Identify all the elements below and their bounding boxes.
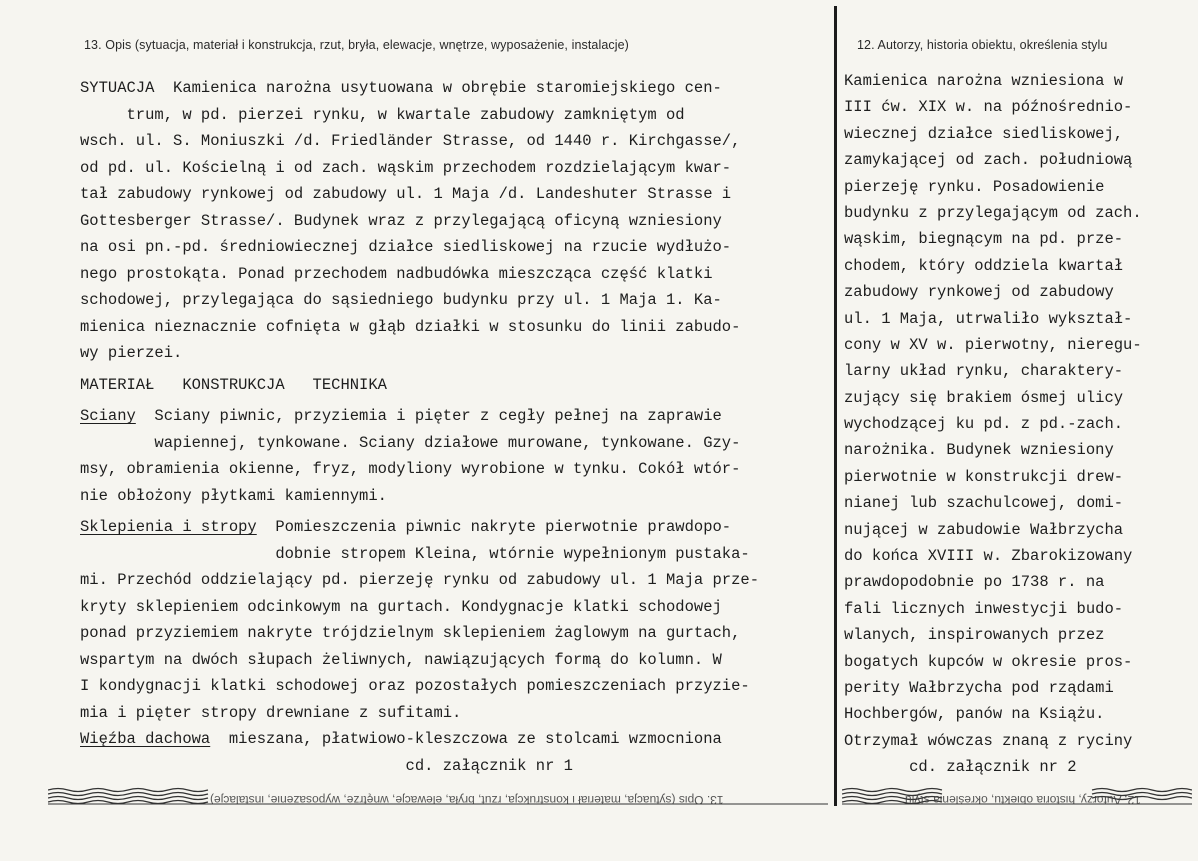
description-line: schodowej, przylegająca do sąsiedniego budynku przy ul. 1 Maja 1. Ka- bbox=[80, 291, 722, 309]
history-line: cony w XV w. pierwotny, nieregu- bbox=[844, 335, 1142, 354]
history-line: pierwotnie w konstrukcji drew- bbox=[844, 467, 1124, 486]
description-line: od pd. ul. Kościelną i od zach. wąskim przechodem rozdzielającym kwar- bbox=[80, 158, 732, 177]
history-line: wlanych, inspirowanych przez bbox=[844, 626, 1105, 645]
history-line: ul. 1 Maja, utrwaliło wykształ- bbox=[844, 309, 1133, 328]
column-divider bbox=[834, 6, 837, 806]
history-line: III ćw. XIX w. na późnośrednio- bbox=[844, 98, 1133, 117]
description-line: msy, obramienia okienne, fryz, modyliony wyrobione w tynku. Cokół wtór- bbox=[80, 460, 741, 478]
description-line: mia i pięter stropy drewniane z sufitami. bbox=[80, 703, 462, 722]
description-line: Gottesberger Strasse/. Budynek wraz z przylegającą oficyną wzniesiony bbox=[80, 211, 722, 230]
description-line: SYTUACJA Kamienica narożna usytuowana w obrębie staromiejskiego cen- bbox=[80, 79, 722, 97]
history-line: zujący się brakiem ósmej ulicy bbox=[844, 388, 1124, 407]
description-line: Sciany Sciany piwnic, przyziemia i pięter z cegły pełnej na zaprawie bbox=[80, 407, 722, 425]
history-line: cd. załącznik nr 2 bbox=[844, 758, 1077, 777]
section-13-header: 13. Opis (sytuacja, materiał i konstrukcja, rzut, bryła, elewacje, wnętrze, wyposażenie, instalacje) bbox=[84, 38, 629, 52]
underlined-term: Sciany bbox=[80, 407, 136, 425]
history-line: Otrzymał wówczas znaną z ryciny bbox=[844, 731, 1133, 750]
description-line: wy pierzei. bbox=[80, 344, 183, 362]
description-line: kryty sklepieniem odcinkowym na gurtach. Kondygnacje klatki schodowej bbox=[80, 597, 722, 616]
history-line: prawdopodobnie po 1738 r. na bbox=[844, 573, 1105, 592]
description-line: nie obłożony płytkami kamiennymi. bbox=[80, 486, 387, 505]
history-line: narożnika. Budynek wzniesiony bbox=[844, 441, 1114, 460]
description-line: Sklepienia i stropy Pomieszczenia piwnic nakryte pierwotnie prawdopo- bbox=[80, 518, 732, 536]
history-line: wąskim, biegnącym na pd. prze- bbox=[844, 230, 1124, 249]
description-line: wspartym na dwóch słupach żeliwnych, nawiązujących formą do kolumn. W bbox=[80, 650, 722, 669]
description-line: mi. Przechód oddzielający pd. pierzeję rynku od zabudowy ul. 1 Maja prze- bbox=[80, 571, 760, 589]
history-line: nianej lub szachulcowej, domi- bbox=[844, 494, 1124, 513]
history-line: perity Wałbrzycha pod rządami bbox=[844, 678, 1114, 697]
section-12-header: 12. Autorzy, historia obiektu, określenia stylu bbox=[857, 38, 1108, 52]
history-line: zabudowy rynkowej od zabudowy bbox=[844, 283, 1114, 302]
history-line: fali licznych inwestycji budo- bbox=[844, 599, 1124, 618]
description-line: na osi pn.-pd. średniowiecznej działce siedliskowej na rzucie wydłużo- bbox=[80, 238, 732, 256]
history-line: Kamienica narożna wzniesiona w bbox=[844, 72, 1124, 90]
history-line: zamykającej od zach. południową bbox=[844, 151, 1133, 170]
history-line: budynku z przylegającym od zach. bbox=[844, 203, 1142, 222]
history-line: do końca XVIII w. Zbarokizowany bbox=[844, 547, 1133, 566]
description-line: tał zabudowy rynkowej od zabudowy ul. 1 Maja /d. Landeshuter Strasse i bbox=[80, 185, 732, 203]
description-line: nego prostokąta. Ponad przechodem nadbudówka mieszcząca część klatki bbox=[80, 264, 713, 283]
description-line: trum, w pd. pierzei rynku, w kwartale zabudowy zamkniętym od bbox=[80, 105, 685, 124]
history-line: nującej w zabudowie Wałbrzycha bbox=[844, 520, 1124, 539]
description-line: cd. załącznik nr 1 bbox=[80, 756, 573, 775]
description-text bbox=[80, 75, 828, 779]
history-line: Hochbergów, panów na Książu. bbox=[844, 705, 1105, 724]
history-line: pierzeję rynku. Posadowienie bbox=[844, 177, 1105, 196]
history-line: bogatych kupców w okresie pros- bbox=[844, 652, 1133, 671]
description-line: wsch. ul. S. Moniuszki /d. Friedländer Strasse, od 1440 r. Kirchgasse/, bbox=[80, 132, 741, 150]
description-line: MATERIAŁ KONSTRUKCJA TECHNIKA bbox=[80, 375, 387, 394]
mirrored-header-left: 13. Opis (sytuacja, materiał i konstrukcja, rzut, bryła, elewacje, wnętrze, wyposażenie, instalacje) bbox=[210, 793, 724, 807]
description-line: Więźba dachowa mieszana, płatwiowo-kleszczowa ze stolcami wzmocniona bbox=[80, 730, 722, 748]
description-line: I kondygnacji klatki schodowej oraz pozostałych pomieszczeniach przyzie- bbox=[80, 677, 750, 695]
history-line: wiecznej działce siedliskowej, bbox=[844, 124, 1124, 143]
underlined-term: Więźba dachowa bbox=[80, 730, 211, 748]
description-line: wapiennej, tynkowane. Sciany działowe murowane, tynkowane. Gzy- bbox=[80, 433, 741, 452]
history-line: chodem, który oddziela kwartał bbox=[844, 256, 1124, 275]
underlined-term: Sklepienia i stropy bbox=[80, 518, 257, 536]
description-line: ponad przyziemiem nakryte trójdzielnym sklepieniem żaglowym na gurtach, bbox=[80, 624, 741, 642]
history-text bbox=[844, 68, 1184, 781]
description-line: dobnie stropem Kleina, wtórnie wypełnionym pustaka- bbox=[80, 544, 750, 563]
mirrored-header-right: 12. Autorzy, historia obiektu, określenia stylu bbox=[905, 793, 1141, 807]
description-line: mienica nieznacznie cofnięta w głąb działki w stosunku do linii zabudo- bbox=[80, 317, 741, 336]
history-line: larny układ rynku, charaktery- bbox=[844, 362, 1124, 381]
history-line: wychodzącej ku pd. z pd.-zach. bbox=[844, 415, 1124, 434]
